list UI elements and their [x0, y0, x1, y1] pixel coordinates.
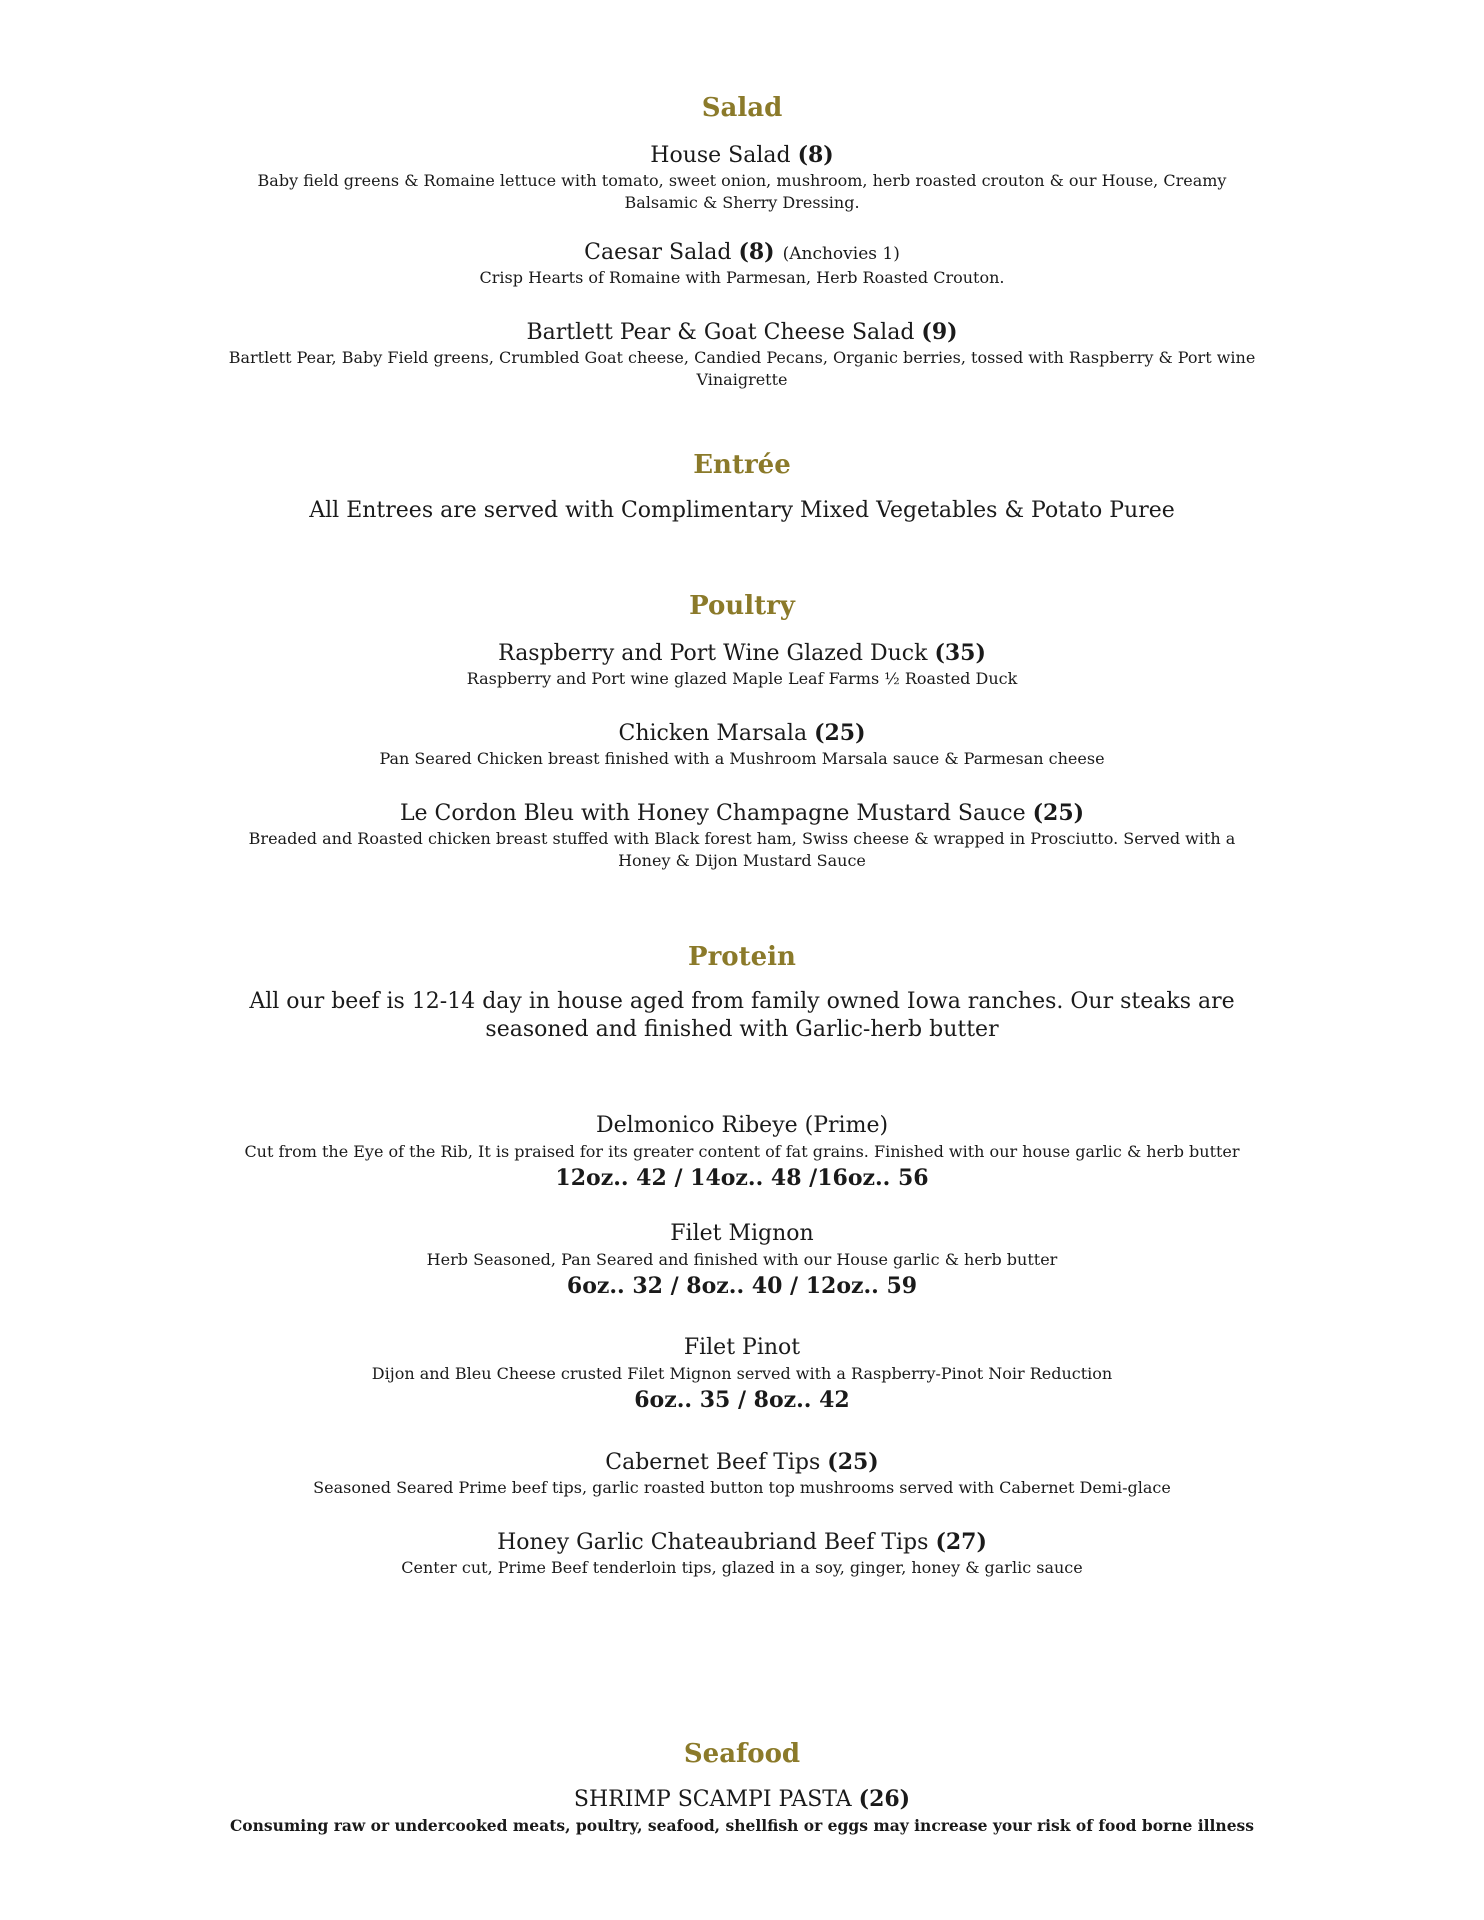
item-name-shrimp-scampi: SHRIMP SCAMPI PASTA (26)	[573, 1786, 911, 1812]
item-name-chateaubriand-tips: Honey Garlic Chateaubriand Beef Tips (27)	[497, 1529, 987, 1555]
item-name-duck: Raspberry and Port Wine Glazed Duck (35)	[498, 640, 986, 666]
protein-intro: All our beef is 12-14 day in house aged from family owned Iowa ranches. Our steaks are seasoned and finished with Garlic-herb butter	[249, 989, 1235, 1042]
item-price: (8)	[738, 239, 775, 265]
item-sizes-filet-mignon: 6oz.. 32 / 8oz.. 40 / 12oz.. 59	[566, 1273, 918, 1299]
item-desc-ribeye: Cut from the Eye of the Rib, It is praised for its greater content of fat grains. Finished with our house garlic & herb butter	[244, 1142, 1240, 1161]
food-safety-warning: Consuming raw or undercooked meats, poultry, seafood, shellfish or eggs may increase your risk of food borne illness	[229, 1816, 1255, 1835]
item-desc-cordon-bleu: Breaded and Roasted chicken breast stuffed with Black forest ham, Swiss cheese & wrapped in Prosciutto. Served with a Honey & Dijon Mustard Sauce	[248, 829, 1236, 870]
item-price: (25)	[827, 1449, 879, 1475]
item-name-caesar-salad: Caesar Salad (8) (Anchovies 1)	[584, 239, 900, 265]
item-price: (9)	[921, 319, 958, 345]
item-price: (26)	[858, 1786, 911, 1812]
item-desc-caesar-salad: Crisp Hearts of Romaine with Parmesan, Herb Roasted Crouton.	[479, 268, 1005, 287]
item-desc-pear-goat-salad: Bartlett Pear, Baby Field greens, Crumbled Goat cheese, Candied Pecans, Organic berries, tossed with Raspberry & Port wine Vinaigrette	[228, 348, 1256, 389]
item-note: (Anchovies 1)	[782, 244, 900, 264]
item-desc-house-salad: Baby field greens & Romaine lettuce with tomato, sweet onion, mushroom, herb roasted crouton & our House, Creamy Balsamic & Sherry Dressing.	[257, 171, 1227, 212]
item-desc-filet-pinot: Dijon and Bleu Cheese crusted Filet Mignon served with a Raspberry-Pinot Noir Reduction	[371, 1364, 1113, 1383]
section-title-entree: Entrée	[693, 450, 791, 480]
item-desc-filet-mignon: Herb Seasoned, Pan Seared and finished with our House garlic & herb butter	[426, 1250, 1058, 1269]
item-name-cordon-bleu: Le Cordon Bleu with Honey Champagne Mustard Sauce (25)	[399, 800, 1085, 826]
item-price: (27)	[935, 1529, 987, 1555]
item-price: (25)	[814, 720, 866, 746]
item-name-house-salad: House Salad (8)	[650, 142, 834, 168]
item-name-pear-goat-salad: Bartlett Pear & Goat Cheese Salad (9)	[526, 319, 958, 345]
item-name-cabernet-tips: Cabernet Beef Tips (25)	[605, 1449, 879, 1475]
item-price: (8)	[797, 142, 834, 168]
item-desc-cabernet-tips: Seasoned Seared Prime beef tips, garlic roasted button top mushrooms served with Cabernet Demi-glace	[313, 1478, 1171, 1497]
item-price: (35)	[934, 640, 986, 666]
item-name-filet-mignon: Filet Mignon	[670, 1221, 814, 1246]
section-title-poultry: Poultry	[689, 591, 795, 621]
item-price: (25)	[1032, 800, 1085, 826]
section-title-seafood: Seafood	[683, 1739, 801, 1769]
item-desc-chicken-marsala: Pan Seared Chicken breast finished with a Mushroom Marsala sauce & Parmesan cheese	[379, 749, 1105, 768]
item-desc-chateaubriand-tips: Center cut, Prime Beef tenderloin tips, glazed in a soy, ginger, honey & garlic sauce	[401, 1558, 1083, 1577]
item-name-ribeye: Delmonico Ribeye (Prime)	[595, 1113, 889, 1138]
item-sizes-ribeye: 12oz.. 42 / 14oz.. 48 /16oz.. 56	[555, 1165, 929, 1191]
section-title-salad: Salad	[701, 93, 783, 123]
item-desc-duck: Raspberry and Port wine glazed Maple Leaf Farms ½ Roasted Duck	[466, 669, 1018, 688]
section-title-protein: Protein	[688, 942, 796, 972]
item-name-filet-pinot: Filet Pinot	[683, 1335, 801, 1360]
item-sizes-filet-pinot: 6oz.. 35 / 8oz.. 42	[634, 1387, 850, 1413]
entree-intro: All Entrees are served with Complimentary Mixed Vegetables & Potato Puree	[309, 498, 1175, 523]
item-name-chicken-marsala: Chicken Marsala (25)	[618, 720, 866, 746]
